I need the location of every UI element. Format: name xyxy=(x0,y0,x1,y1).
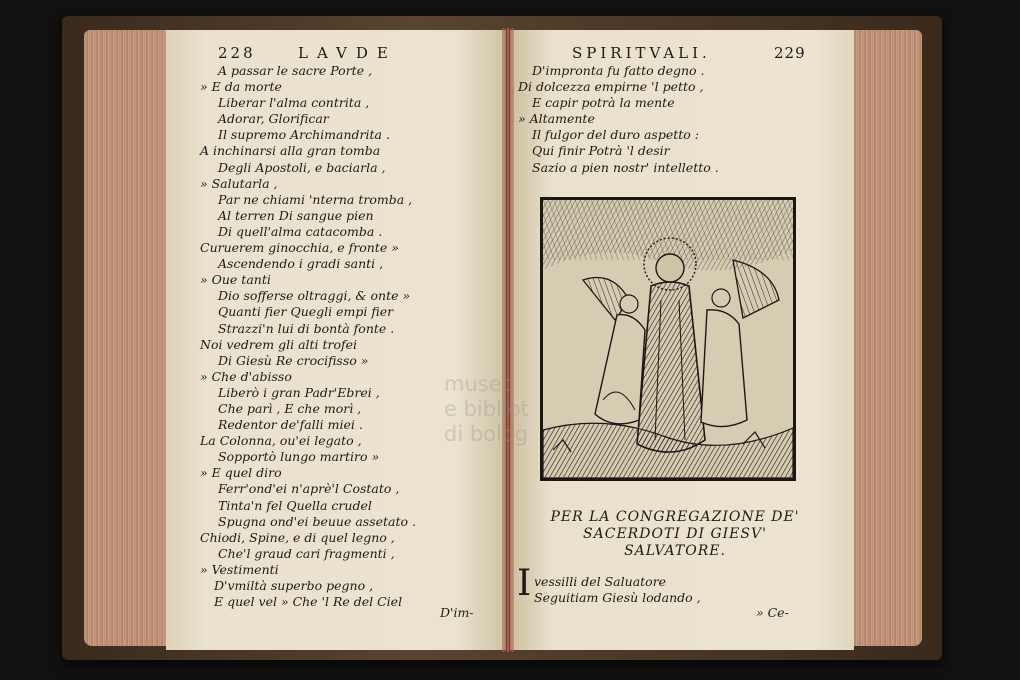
right-running-title: SPIRITVALI. xyxy=(572,44,711,62)
verse-line: Liberar l'alma contrita , xyxy=(218,95,370,111)
left-page-number: 228 xyxy=(218,44,256,62)
verse-line: Strazzi'n lui di bontà fonte . xyxy=(218,320,395,336)
verse-line: D'impronta fu fatto degno . xyxy=(532,63,705,78)
verse-line: Noi vedrem gli alti trofei xyxy=(200,336,358,352)
verse-line: » E quel diro xyxy=(200,465,282,481)
verse-line: » Che d'abisso xyxy=(200,368,292,384)
verse-line: Redentor de'falli miei . xyxy=(218,417,363,433)
drop-initial: I xyxy=(517,563,532,604)
verse-line: La Colonna, ou'ei legato , xyxy=(200,433,362,449)
verse-line: Il supremo Archimandrita . xyxy=(218,127,390,143)
right-page-number: 229 xyxy=(774,44,806,62)
section-title-line: PER LA CONGREGAZIONE DE' xyxy=(550,509,800,525)
verse-line: » E da morte xyxy=(200,79,282,95)
watermark-line: e bibliot xyxy=(444,397,529,421)
left-catchword: D'im- xyxy=(440,605,474,620)
verse-line: Di dolcezza empirne 'l petto , xyxy=(518,79,704,95)
left-page-verses xyxy=(200,63,416,610)
hymn-opening-lines xyxy=(534,574,701,606)
verse-line: Par ne chiami 'nterna tromba , xyxy=(218,191,413,207)
verse-line: Al terren Di sangue pien xyxy=(218,207,374,223)
verse-line: » Vestimenti xyxy=(200,561,279,577)
verse-line: Liberò i gran Padr'Ebrei , xyxy=(218,384,380,400)
verse-line: Dio sofferse oltraggi, & onte » xyxy=(218,288,411,304)
right-page-edges xyxy=(852,30,922,646)
museum-watermark xyxy=(444,372,529,447)
verse-line: Che parì , E che morì , xyxy=(218,400,362,416)
watermark-line: di bolog xyxy=(444,422,529,446)
section-title-line: SALVATORE. xyxy=(624,543,726,559)
verse-line: Sazio a pien nostr' intelletto . xyxy=(532,159,719,175)
verse-line: E capir potrà la mente xyxy=(532,95,675,111)
verse-line: A passar le sacre Porte , xyxy=(218,63,373,78)
verse-line: D'vmiltà superbo pegno , xyxy=(214,578,374,593)
left-running-title: LAVDE xyxy=(298,44,397,62)
left-page-edges xyxy=(84,30,168,646)
verse-line: Il fulgor del duro aspetto : xyxy=(532,127,699,143)
book-gutter xyxy=(502,28,514,652)
right-catchword: » Ce- xyxy=(756,605,789,620)
verse-line: » Altamente xyxy=(518,111,595,127)
verse-line: Curuerem ginocchia, e fronte » xyxy=(200,240,399,256)
verse-line: Seguitiam Giesù lodando , xyxy=(534,590,701,606)
verse-line: » Salutarla , xyxy=(200,175,278,191)
verse-line: Sopportò lungo martiro » xyxy=(218,449,380,465)
verse-line: Spugna ond'ei beuue assetato . xyxy=(218,513,416,529)
verse-line: Degli Apostoli, e baciarla , xyxy=(218,159,386,175)
verse-line: Che'l graud cari fragmenti , xyxy=(218,545,395,561)
woodcut-illustration xyxy=(540,197,796,481)
verse-line: Di quell'alma catacomba . xyxy=(218,223,383,239)
right-page-verses xyxy=(518,63,719,176)
verse-line: Ascendendo i gradi santi , xyxy=(218,256,384,272)
section-title-line: SACERDOTI DI GIESV' xyxy=(583,526,767,542)
verse-line: A inchinarsi alla gran tomba xyxy=(200,143,381,159)
verse-line: Di Giesù Re crocifisso » xyxy=(218,352,369,368)
verse-line: E quel vel » Che 'l Re del Ciel xyxy=(214,594,403,610)
verse-line: Adorar, Glorificar xyxy=(218,111,329,127)
verse-line: vessilli del Saluatore xyxy=(534,574,667,589)
watermark-line: museo xyxy=(444,372,515,396)
verse-line: Quanti fier Quegli empi fier xyxy=(218,304,394,320)
verse-line: Ferr'ond'ei n'aprè'l Costato , xyxy=(218,481,400,497)
verse-line: Chiodi, Spine, e di quel legno , xyxy=(200,529,395,545)
verse-line: Tinta'n fel Quella crudel xyxy=(218,497,372,513)
verse-line: Qui finir Potrà 'l desir xyxy=(532,143,670,159)
verse-line: » Oue tanti xyxy=(200,272,271,288)
woodcut-christ-angels-image xyxy=(543,200,793,478)
